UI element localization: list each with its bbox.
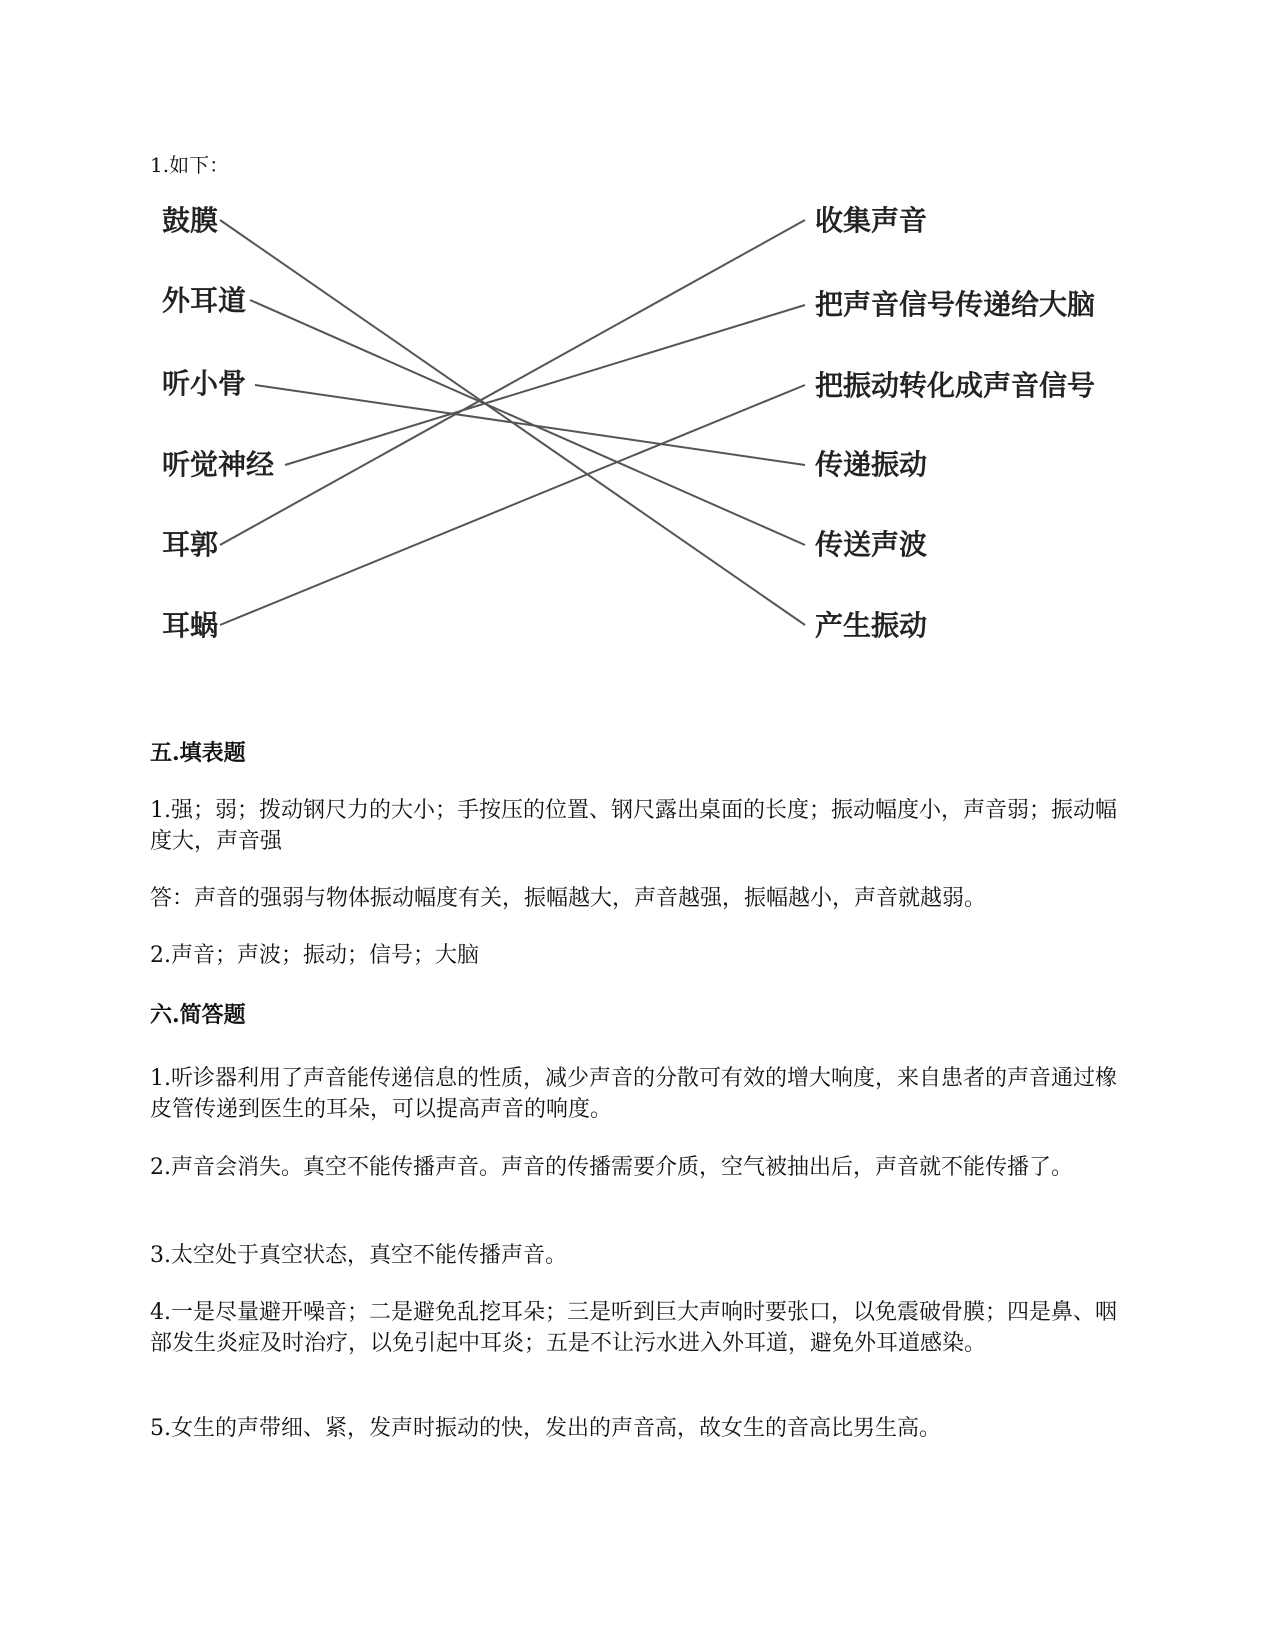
left-term: 耳蜗 xyxy=(162,609,219,642)
connection-lines xyxy=(220,220,805,625)
right-term: 收集声音 xyxy=(815,204,928,237)
right-term: 传递振动 xyxy=(815,448,928,481)
answer-paragraph: 5.女生的声带细、紧，发声时振动的快，发出的声音高，故女生的音高比男生高。 xyxy=(150,1416,941,1441)
right-term: 产生振动 xyxy=(815,609,928,642)
section-title-short-answer: 六.简答题 xyxy=(150,1002,246,1028)
left-term: 听觉神经 xyxy=(162,448,275,481)
answer-paragraph: 答：声音的强弱与物体振动幅度有关，振幅越大，声音越强，振幅越小，声音就越弱。 xyxy=(150,886,987,911)
answer-paragraph: 2.声音会消失。真空不能传播声音。声音的传播需要介质，空气被抽出后，声音就不能传播了。 xyxy=(150,1155,1073,1180)
right-terms xyxy=(815,204,1095,642)
section-title-fill-table: 五.填表题 xyxy=(150,740,246,766)
right-term: 传送声波 xyxy=(815,528,928,561)
left-term: 外耳道 xyxy=(162,284,247,317)
left-term: 听小骨 xyxy=(162,367,247,400)
left-terms xyxy=(162,204,274,642)
left-term: 耳郭 xyxy=(162,528,219,561)
connection-line xyxy=(250,300,805,545)
connection-line xyxy=(220,385,805,625)
answer-paragraph: 2.声音；声波；振动；信号；大脑 xyxy=(150,943,479,968)
answer-paragraph: 3.太空处于真空状态，真空不能传播声音。 xyxy=(150,1243,567,1268)
answer-paragraph: 4.一是尽量避开噪音；二是避免乱挖耳朵；三是听到巨大声响时要张口，以免震破骨膜；四是鼻、咽部发生炎症及时治疗，以免引起中耳炎；五是不让污水进入外耳道，避免外耳道感染。 xyxy=(150,1300,1117,1356)
answer-paragraph: 1.强；弱；拨动钢尺力的大小；手按压的位置、钢尺露出桌面的长度；振动幅度小，声音弱；振动幅度大，声音强 xyxy=(150,798,1117,854)
right-term: 把振动转化成声音信号 xyxy=(815,369,1096,402)
connection-line xyxy=(285,305,805,465)
right-term: 把声音信号传递给大脑 xyxy=(815,288,1096,321)
connection-line xyxy=(220,220,805,545)
answer-paragraph: 1.听诊器利用了声音能传递信息的性质，减少声音的分散可有效的增大响度，来自患者的声音通过橡皮管传递到医生的耳朵，可以提高声音的响度。 xyxy=(150,1066,1117,1122)
intro-text: 1.如下： xyxy=(150,153,230,177)
matching-diagram xyxy=(0,0,1275,680)
left-term: 鼓膜 xyxy=(162,204,219,237)
connection-line xyxy=(255,385,805,465)
